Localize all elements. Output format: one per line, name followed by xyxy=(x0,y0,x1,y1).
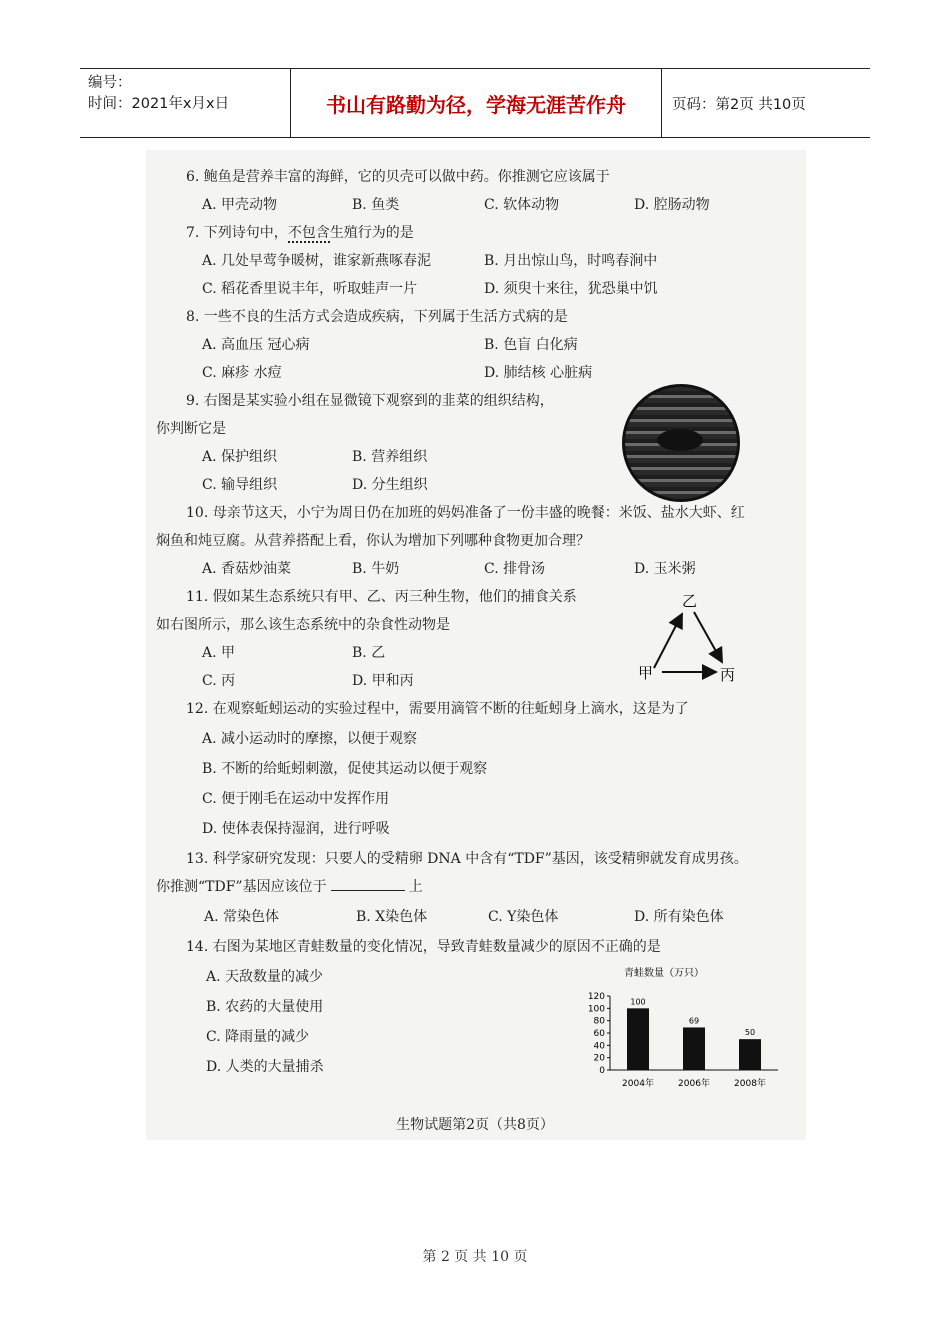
q13-stem-cont-text: 你推测“TDF”基因应该位于 xyxy=(156,879,327,895)
q9-option-a: A. 保护组织 xyxy=(202,449,278,465)
q10-option-b: B. 牛奶 xyxy=(352,561,400,577)
q8-option-c: C. 麻疹 水痘 xyxy=(202,365,282,381)
y-tick-label: 80 xyxy=(593,1016,605,1027)
q7-option-d: D. 须臾十来往，犹恐巢中饥 xyxy=(484,281,658,297)
q6-option-b: B. 鱼类 xyxy=(352,197,400,213)
page-header xyxy=(80,68,870,138)
q6-option-d: D. 腔肠动物 xyxy=(634,197,710,213)
q13-stem-cont-post: 上 xyxy=(408,879,423,895)
q7-stem-emphasis: 不包含 xyxy=(287,225,330,241)
y-tick-label: 120 xyxy=(587,992,605,1002)
q11-option-a: A. 甲 xyxy=(202,645,236,661)
q13-option-d: D. 所有染色体 xyxy=(634,909,724,925)
q14-option-c: C. 降雨量的减少 xyxy=(206,1029,310,1045)
y-tick-label: 60 xyxy=(593,1029,605,1039)
q9-option-c: C. 输导组织 xyxy=(202,477,278,493)
header-motto: 书山有路勤为径，学海无涯苦作舟 xyxy=(291,69,662,137)
y-tick-label: 20 xyxy=(593,1053,605,1064)
q13-option-b: B. X染色体 xyxy=(356,909,428,925)
header-page-info: 页码：第2页 共10页 xyxy=(672,96,806,113)
q12-option-a: A. 减小运动时的摩擦，以便于观察 xyxy=(202,731,418,747)
q8-option-a: A. 高血压 冠心病 xyxy=(202,337,310,353)
bar xyxy=(739,1039,761,1070)
q12-option-d: D. 使体表保持湿润，进行呼吸 xyxy=(202,821,390,837)
q10-stem: 10. 母亲节这天，小宁为周日仍在加班的妈妈准备了一份丰盛的晚餐：米饭、盐水大虾、红 xyxy=(186,505,745,521)
q11-option-d: D. 甲和丙 xyxy=(352,673,414,689)
arrow-jia-to-yi xyxy=(654,614,682,668)
food-web-diagram xyxy=(636,590,756,690)
node-bing: 丙 xyxy=(720,666,736,684)
q11-option-c: C. 丙 xyxy=(202,673,236,689)
bar-data-label: 50 xyxy=(744,1028,756,1038)
arrow-yi-to-bing xyxy=(694,612,722,662)
q13-stem-cont xyxy=(156,876,423,896)
q13-stem: 13. 科学家研究发现：只要人的受精卵 DNA 中含有“TDF”基因，该受精卵就发育成男孩。 xyxy=(186,851,748,867)
y-tick-label: 100 xyxy=(587,1004,605,1015)
frog-population-chart xyxy=(578,962,788,1094)
node-jia: 甲 xyxy=(638,664,654,682)
q7-option-c: C. 稻花香里说丰年，听取蛙声一片 xyxy=(202,281,418,297)
bar xyxy=(683,1027,705,1070)
bar-data-label: 69 xyxy=(688,1016,700,1026)
q7-option-a: A. 几处早莺争暖树，谁家新燕啄春泥 xyxy=(202,253,432,269)
code-label: 编号： xyxy=(88,75,132,91)
scan-footer: 生物试题第2页（共8页） xyxy=(396,1117,554,1133)
q13-option-c: C. Y染色体 xyxy=(488,909,559,925)
node-yi: 乙 xyxy=(682,592,698,610)
x-tick-label: 2004年 xyxy=(622,1079,654,1089)
bar-data-label: 100 xyxy=(630,997,646,1007)
q12-option-b: B. 不断的给蚯蚓刺激，促使其运动以便于观察 xyxy=(202,761,488,777)
q7-stem-post: 生殖行为的是 xyxy=(329,225,414,241)
bar xyxy=(627,1008,649,1070)
q10-option-a: A. 香菇炒油菜 xyxy=(202,561,292,577)
q14-option-d: D. 人类的大量捕杀 xyxy=(206,1059,324,1075)
date-label: 时间：2021年x月x日 xyxy=(88,96,230,112)
q9-option-b: B. 营养组织 xyxy=(352,449,428,465)
q7-option-b: B. 月出惊山鸟，时鸣春涧中 xyxy=(484,253,658,269)
q9-option-d: D. 分生组织 xyxy=(352,477,428,493)
q11-stem-cont: 如右图所示，那么该生态系统中的杂食性动物是 xyxy=(156,617,450,633)
q14-option-a: A. 天敌数量的减少 xyxy=(206,969,324,985)
q6-option-c: C. 软体动物 xyxy=(484,197,560,213)
q7-stem-pre: 7. 下列诗句中， xyxy=(186,225,288,241)
chart-title: 青蛙数量（万只） xyxy=(624,968,704,979)
y-tick-label: 40 xyxy=(593,1041,605,1052)
q10-option-d: D. 玉米粥 xyxy=(634,561,696,577)
q12-stem: 12. 在观察蚯蚓运动的实验过程中，需要用滴管不断的往蚯蚓身上滴水，这是为了 xyxy=(186,701,689,717)
q10-option-c: C. 排骨汤 xyxy=(484,561,546,577)
q8-option-d: D. 肺结核 心脏病 xyxy=(484,365,593,381)
q9-stem: 9. 右图是某实验小组在显微镜下观察到的韭菜的组织结构， xyxy=(186,393,554,409)
q14-stem: 14. 右图为某地区青蛙数量的变化情况，导致青蛙数量减少的原因不正确的是 xyxy=(186,939,661,955)
q7-stem xyxy=(186,222,414,242)
q6-option-a: A. 甲壳动物 xyxy=(202,197,278,213)
q8-option-b: B. 色盲 白化病 xyxy=(484,337,578,353)
q13-option-a: A. 常染色体 xyxy=(204,909,280,925)
q12-option-c: C. 便于刚毛在运动中发挥作用 xyxy=(202,791,390,807)
q11-stem: 11. 假如某生态系统只有甲、乙、丙三种生物，他们的捕食关系 xyxy=(186,589,577,605)
page-footer: 第 2 页 共 10 页 xyxy=(422,1249,528,1265)
y-tick-label: 0 xyxy=(599,1066,605,1076)
q14-option-b: B. 农药的大量使用 xyxy=(206,999,324,1015)
q6-stem: 6. 鲍鱼是营养丰富的海鲜，它的贝壳可以做中药。你推测它应该属于 xyxy=(186,169,610,185)
header-left xyxy=(80,69,291,137)
q8-stem: 8. 一些不良的生活方式会造成疾病，下列属于生活方式病的是 xyxy=(186,309,568,325)
q13-answer-blank xyxy=(331,890,405,891)
x-tick-label: 2006年 xyxy=(678,1079,710,1089)
microscope-tissue-image xyxy=(622,384,740,502)
x-tick-label: 2008年 xyxy=(734,1079,766,1089)
q10-stem-cont: 焖鱼和炖豆腐。从营养搭配上看，你认为增加下列哪种食物更加合理？ xyxy=(156,533,590,549)
q9-stem-cont: 你判断它是 xyxy=(156,421,226,437)
q11-option-b: B. 乙 xyxy=(352,645,386,661)
